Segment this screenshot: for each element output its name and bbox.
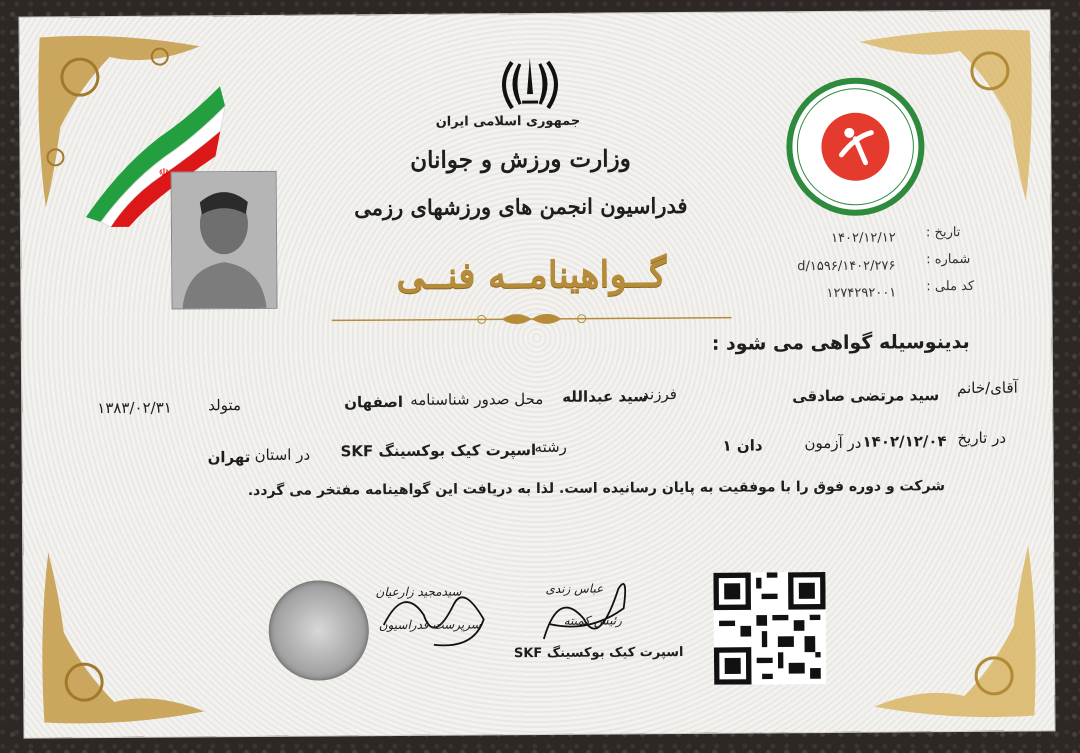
committee-signature-icon (528, 568, 639, 649)
exam-level: دان ۱ (722, 436, 763, 455)
date-label: تاریخ : (925, 225, 961, 241)
intro-text: بدینوسیله گواهی می شود : (711, 330, 970, 355)
completion-text: شرکت و دوره فوق را با موفقیت به پایان رسانیده است. لذا به دریافت این گواهینامه مفتخر می گردد. (247, 478, 946, 500)
exam-date-label: در تاریخ (957, 428, 1007, 448)
federation-signer-role: سرپرست فدراسیون (378, 617, 481, 633)
certificate (19, 10, 1054, 737)
person-silhouette-icon (172, 172, 277, 309)
svg-text:☫: ☫ (158, 165, 170, 180)
federation-signer-name: سیدمجید زارعیان (375, 584, 462, 600)
province-label: در استان (254, 445, 311, 464)
field-label: رشته (534, 437, 567, 457)
exam-date: ۱۴۰۲/۱۲/۰۴ (862, 432, 947, 451)
issue-place: اصفهان (344, 392, 404, 412)
holder-photo (171, 171, 278, 310)
republic-text: جمهوری اسلامی ایران (435, 113, 581, 130)
federation-logo-icon (785, 76, 926, 217)
federation-text: فدراسیون انجمن های ورزشهای رزمی (354, 192, 688, 221)
number-label: شماره : (926, 251, 971, 268)
committee-signer-name: عباس زندی (545, 581, 604, 596)
committee-signer-role: رئیس کمیته (563, 613, 622, 628)
ministry-text: وزارت ورزش و جوانان (410, 145, 631, 174)
committee-field: اسپرت کیک بوکسینگ SKF (513, 644, 684, 662)
father-name: سید عبدالله (562, 387, 649, 406)
province-name: تهران (207, 448, 251, 467)
prefix-text: آقای/خانم (957, 378, 1018, 398)
corner-ornament-bottom-right (853, 535, 1044, 726)
certificate-title: گــواهینامــه فنــی (396, 253, 667, 297)
title-divider-ornament (332, 308, 732, 331)
born-label: متولد (208, 396, 242, 415)
father-label: فرزند (642, 385, 677, 404)
number-value: ۱۴۰۲/۲۷۶/d/۱۵۹۶ (797, 258, 896, 275)
issue-place-label: محل صدور شناسنامه (410, 389, 544, 409)
iran-emblem-icon (498, 54, 562, 114)
field-name: اسپرت کیک بوکسینگ SKF (340, 441, 537, 461)
born-date: ۱۳۸۳/۰۲/۳۱ (97, 398, 172, 418)
date-value: ۱۴۰۲/۱۲/۱۲ (831, 230, 896, 246)
corner-ornament-bottom-left (33, 541, 224, 732)
national-code-value: ۱۲۷۴۲۹۲۰۰۱ (826, 285, 897, 301)
qr-code-icon (713, 572, 826, 685)
holder-name: سید مرتضی صادقی (792, 386, 940, 406)
embossed-seal (268, 580, 369, 681)
national-code-label: کد ملی : (926, 278, 975, 295)
exam-label: در آزمون (804, 433, 862, 453)
